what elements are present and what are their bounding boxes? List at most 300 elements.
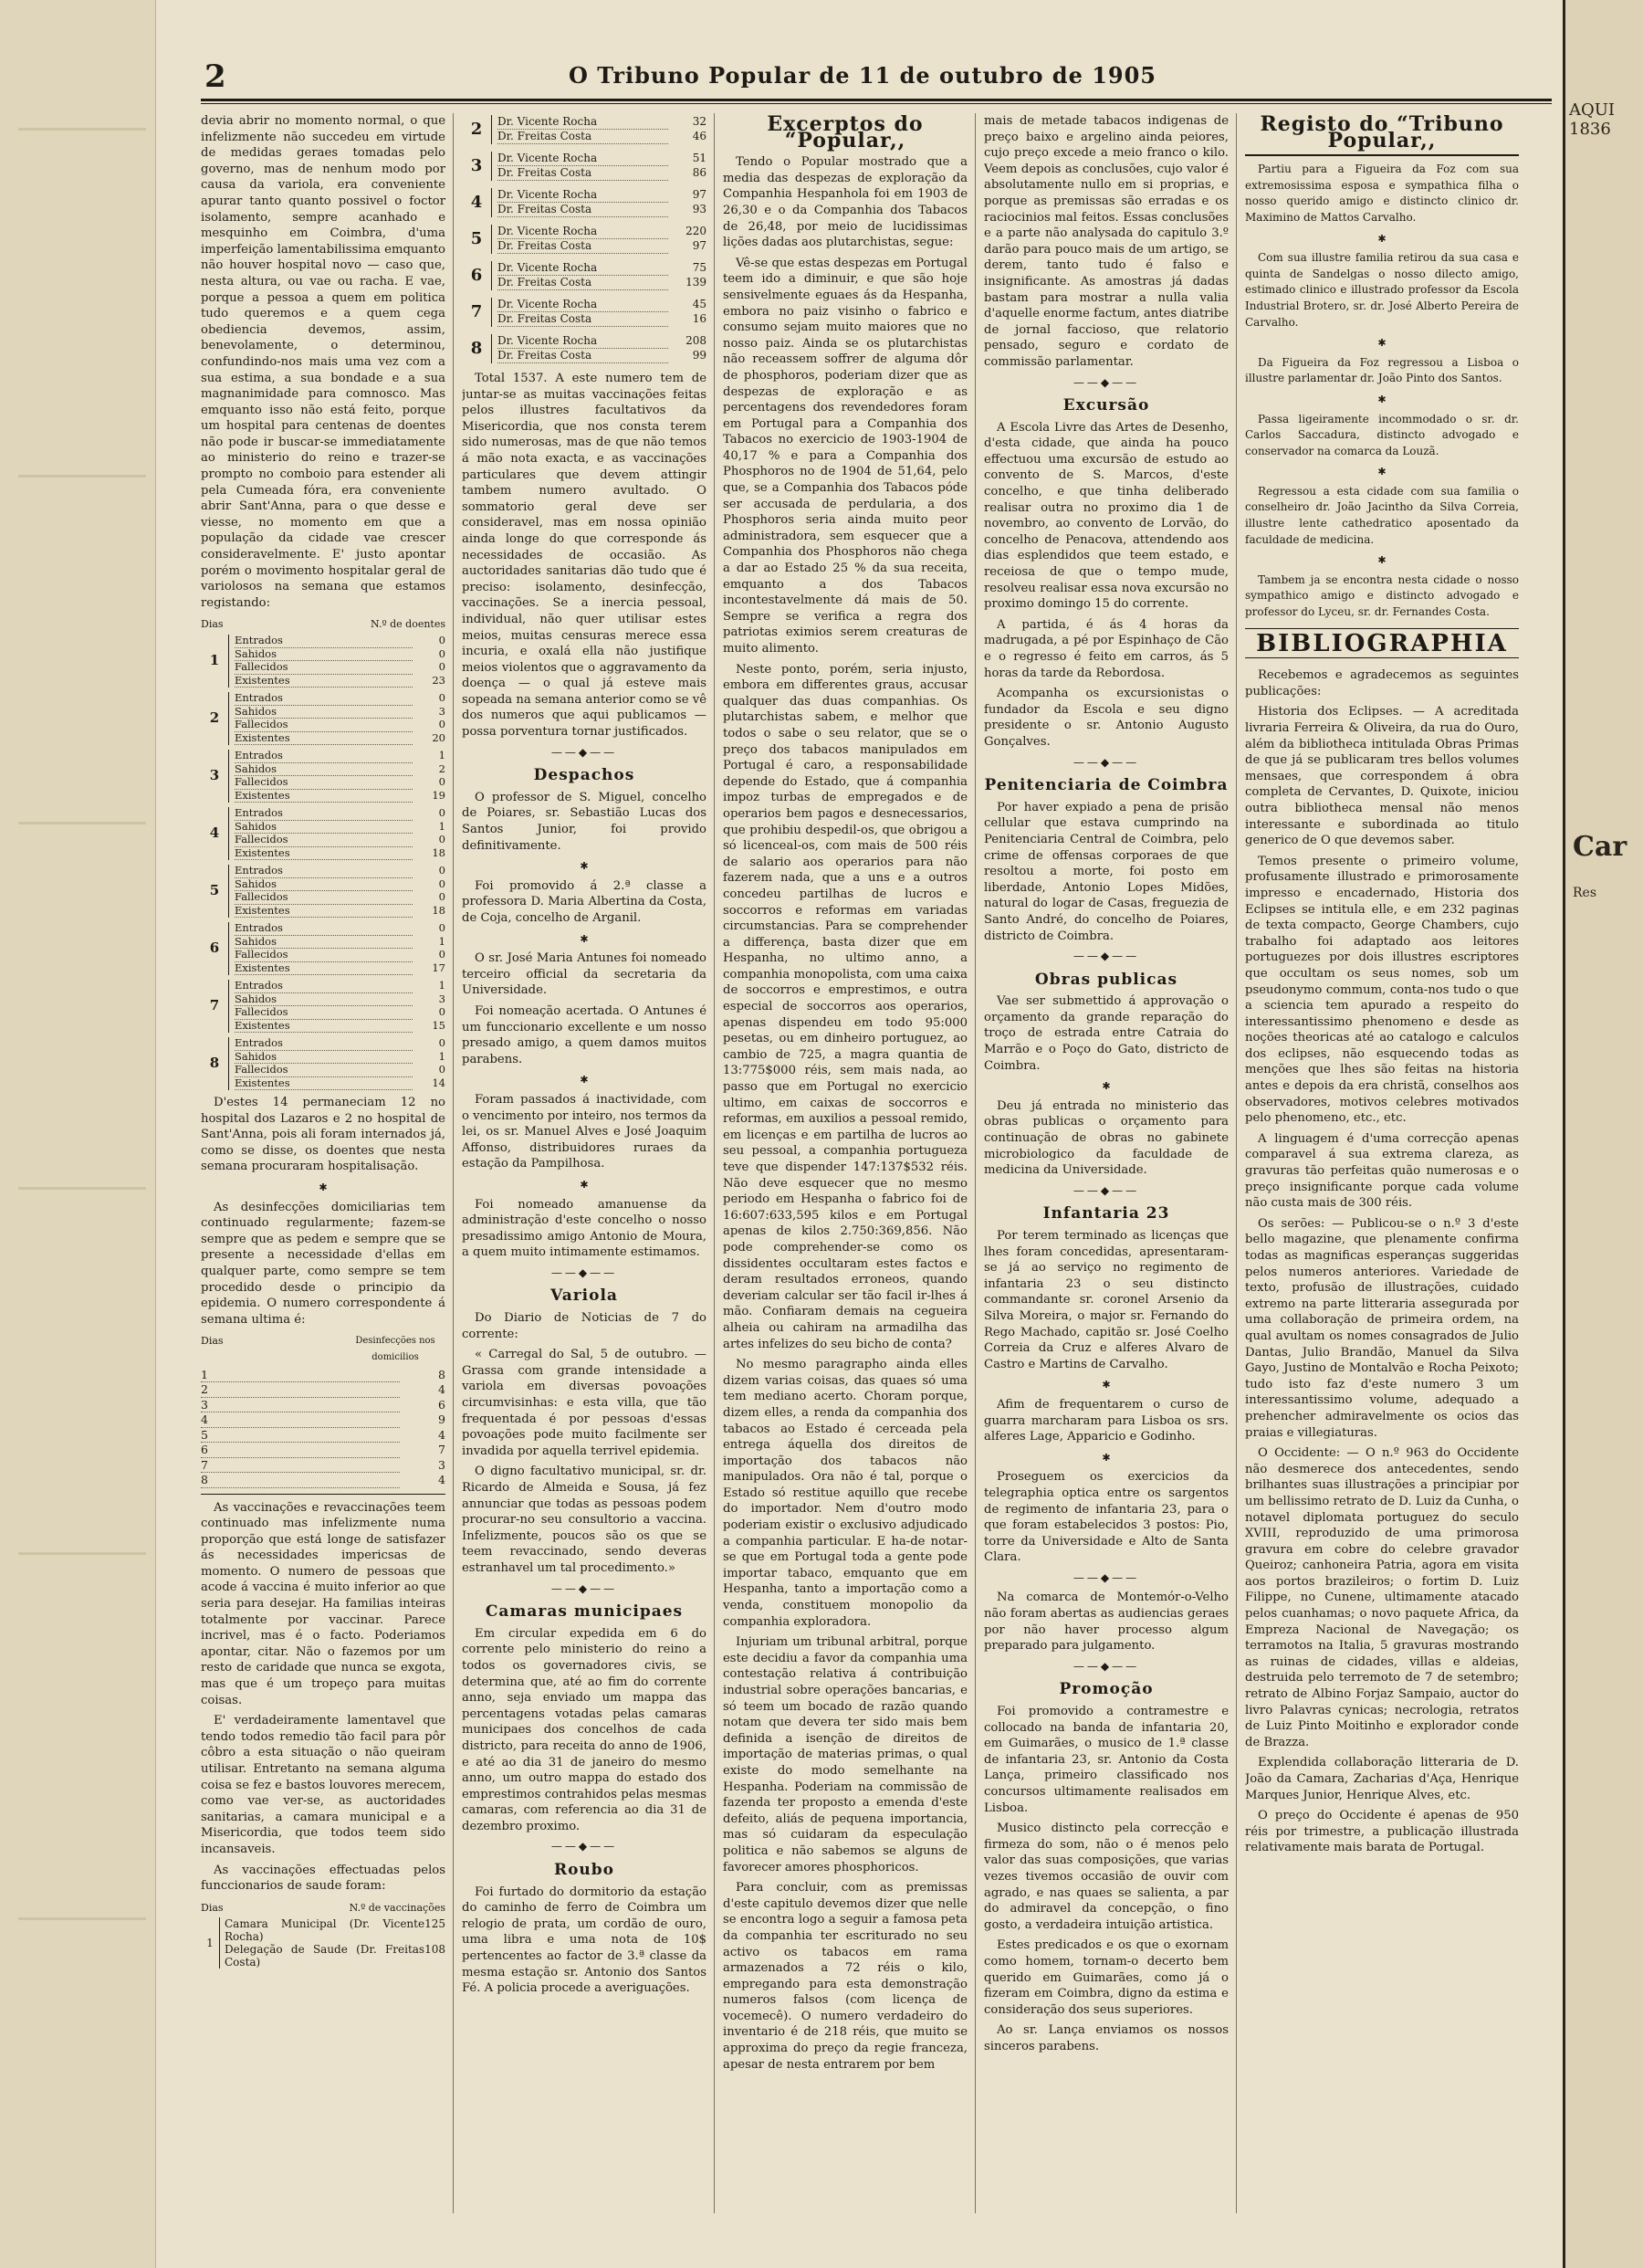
hospital-row — [235, 834, 445, 847]
table-header-disinfections: Desinfecções nos domicilios — [355, 1336, 435, 1362]
day-number: 2 — [209, 709, 220, 727]
article-paragraph: Estes predicados e os que o exornam como homem, tornam-o decerto bem querido em Guimarães, como já o fizeram em Coimbra, digno da estima e consideração dos seus superiores. — [984, 1938, 1229, 2017]
row-value: 0 — [438, 1005, 445, 1018]
day-rows — [228, 750, 445, 803]
hospital-day-group — [201, 807, 445, 860]
row-value: 0 — [438, 948, 445, 961]
row-label: Entrados — [235, 807, 413, 821]
hospital-row — [235, 936, 445, 950]
article-paragraph: Vae ser submettido á approvação o orçamento da grande reparação do troço de estrada entre Catraia do Marrão e o Poço do Gato, districto de Coimbra. — [984, 994, 1229, 1073]
row-value: 1 — [438, 934, 445, 948]
column-4 — [984, 113, 1229, 2222]
article-paragraph: mais de metade tabacos indigenas de preço baixo e argelino ainda peiores, cujo preço excede a meio franco o kilo. Veem depois as conclusões, cujo valor é absolutamente nullo em si proprias, e porque as premissas são erradas e os raciocinios mal feitos. Essas conclusões e a parte não analysada do capitulo 3.º darão para pouco mais de um artigo, se derem, tanto tudo é falso e insignificante. As amostras já dadas bastam para mostrar a nulla valia d'aquelle enorme factum, antes diatribe de jornal faccioso, que relatorio pensado, seguro e cordato de commissão parlamentar. — [984, 114, 1229, 369]
vaccination-by-doctor-table — [462, 115, 706, 363]
row-label: Dr. Vicente Rocha — [497, 225, 668, 239]
header-rule-thick — [201, 99, 1552, 101]
hospital-row — [235, 750, 445, 763]
row-value: 4 — [438, 1473, 445, 1486]
row-value: 6 — [438, 1397, 445, 1412]
disinfection-row — [201, 1412, 445, 1428]
doctor-rows — [491, 188, 706, 217]
article-paragraph: Os serões: — Publicou-se o n.º 3 d'este bello magazine, que plenamente confirma todas as magnificas esperanças suggeridas pelos numeros anteriores. Variedade de texto, profusão de illustrações, cuidado extremo na parte litteraria assegurada por uma collaboração de primeira ordem, na qual avultam os nomes consagrados de Julio Dantas, Julio Brandão, Manuel da Silva Gayo, Justino de Montalvão e Rocha Peixoto; tudo isto faz d'este numero 3 um interessantissimo volume, adequado a prehencher admiravelmente os ocios das praias e villegiaturas. — [1245, 1216, 1519, 1440]
row-value: 108 — [424, 1943, 445, 1957]
hospital-row — [235, 776, 445, 790]
day-number: 6 — [209, 940, 220, 957]
row-label: Dr. Vicente Rocha — [497, 334, 668, 349]
column-divider — [1236, 113, 1237, 2213]
row-value: 4 — [438, 1382, 445, 1396]
day-rows — [228, 1037, 445, 1090]
article-paragraph: Foram passados á inactividade, com o vencimento por inteiro, nos termos da lei, os sr. Manuel Alves e José Joaquim Affonso, distribuidores ruraes da estação da Pampilhosa. — [462, 1092, 706, 1171]
row-label: Sahidos — [235, 1051, 413, 1065]
row-label: Camara Municipal (Dr. Vicente Rocha) — [225, 1917, 425, 1944]
doctor-row — [497, 349, 706, 363]
row-label: Existentes — [235, 675, 413, 688]
hospital-row — [235, 763, 445, 777]
row-label: Existentes — [235, 847, 413, 861]
hospital-row — [235, 648, 445, 662]
doctor-day-group — [462, 334, 706, 363]
hospital-day-group — [201, 865, 445, 918]
column-divider — [453, 113, 454, 2213]
article-paragraph: Foi promovido a contramestre e collocado na banda de infantaria 20, em Guimarães, o musico de 1.ª classe de infantaria 23, sr. Antonio da Costa Lança, primeiro classificado nos concursos ultimamente realisados em Lisboa. — [984, 1705, 1229, 1815]
section-title-registo: Registo do “Tribuno Popular,, — [1260, 113, 1504, 152]
day-number: 8 — [470, 339, 483, 359]
row-value: 0 — [438, 1036, 445, 1049]
day-rows — [228, 635, 445, 688]
row-value: 208 — [685, 334, 706, 347]
column-divider — [714, 113, 715, 2213]
hospital-row — [235, 719, 445, 732]
row-value: 0 — [438, 718, 445, 730]
hospital-row — [235, 706, 445, 719]
article-paragraph: O Occidente: — O n.º 963 do Occidente não desmerece dos antecedentes, sendo brilhantes suas illustrações a principiar por um bellissimo retrato de D. Luiz da Cunha, o notavel diplomata portuguez do seculo XVIII, reproduzido de uma primorosa gravura em cobre do celebre gravador Queiroz; canhoneira Patria, agora em visita aos portos brazileiros; o fortim D. Luiz Filippe, no Cunene, ultimamente atacado pelos cuanhamas; o novo paquete Africa, da Empreza Nacional de Navegação; os terramotos na Italia, 5 gravuras mostrando as ruinas de cidades, villas e aldeias, destruida pelo terremoto de 7 de setembro; retrato de Albino Forjaz Sampaio, auctor do livro Palavras cynicas; necrologia, retratos de Luiz Pinto Moitinho e explorador conde de Brazza. — [1245, 1446, 1519, 1749]
row-value: 0 — [438, 833, 445, 845]
row-value: 15 — [432, 1018, 445, 1032]
hospital-day-group — [201, 692, 445, 745]
row-day: 2 — [201, 1382, 400, 1398]
row-label: Entrados — [235, 1037, 413, 1051]
article-paragraph: Vê-se que estas despezas em Portugal teem ido a diminuir, e que são hoje sensivelmente eguaes ás da Hespanha, embora no paiz visinho o fabrico e consumo sejam muito maiores que no nosso paiz. Ainda se os plutarchistas não receassem soffrer de alguma dôr de phosphoros, poderiam dizer que as despezas de exploração e as percentagens dos revendedores foram em Portugal para a Companhia dos Tabacos no exercicio de 1903-1904 de 40,17 % e para a Companhia dos Phosphoros no de 1904 de 51,64, pelo que, se a Companhia dos Tabacos póde ser accusada de perdularia, a dos Phosphoros seria ainda muito peor administradora, sem esquecer que a Companhia dos Phosphoros não chega a dar ao Estado 25 % da sua receita, emquanto a dos Tabacos incontestavelmente dá mais de 50. Sempre se verifica a regra dos patriotas eximios serem creaturas de muito alimento. — [723, 256, 968, 656]
row-value: 9 — [438, 1412, 445, 1426]
row-value: 51 — [692, 152, 706, 164]
row-value: 139 — [685, 276, 706, 289]
hospital-day-group — [201, 922, 445, 975]
hospital-row — [235, 1064, 445, 1077]
article-paragraph: Injuriam um tribunal arbitral, porque este decidiu a favor da companhia uma contestação relativa á contribuição industrial sobre operações bancarias, e só teem um bocado de razão quando notam que devera ter sido mais bem definida a isenção de direitos de importação de materias primas, o qual existe do modo semelhante na Hespanha. Poderiam na commissão de fazenda ter proposto a emenda d'este defeito, aliás de pequena importancia, mas só cuidaram da especulação politica e não sabemos se alguns de favorecer amores phosphoricos. — [723, 1635, 968, 1874]
row-value: 3 — [438, 992, 445, 1005]
row-value: 2 — [438, 761, 445, 775]
doctor-row — [497, 261, 706, 276]
row-label: Entrados — [235, 750, 413, 763]
doctor-row — [497, 152, 706, 166]
row-label: Sahidos — [235, 993, 413, 1007]
row-value: 18 — [432, 845, 445, 859]
row-value: 17 — [432, 961, 445, 974]
hospital-row — [235, 1077, 445, 1091]
row-label: Dr. Freitas Costa — [497, 166, 668, 181]
section-title-excursao: Excursão — [1062, 396, 1150, 415]
day-number: 8 — [209, 1055, 220, 1072]
row-value: 97 — [692, 188, 706, 201]
previous-page-edge — [0, 0, 156, 2268]
disinfection-row — [201, 1473, 445, 1488]
article-paragraph: O preço do Occidente é apenas de 950 réis por trimestre, a publicação illustrada relativamente mais barata de Portugal. — [1245, 1809, 1519, 1855]
row-value: 14 — [432, 1076, 445, 1089]
article-paragraph: Tambem ja se encontra nesta cidade o nosso sympathico amigo e distincto advogado e professor do Lyceu, sr. dr. Fernandes Costa. — [1245, 572, 1519, 619]
disinfection-row — [201, 1382, 445, 1398]
vaccination-rows — [219, 1917, 445, 1969]
row-label: Entrados — [235, 692, 413, 706]
row-value: 86 — [692, 166, 706, 179]
row-value: 1 — [438, 1049, 445, 1063]
article-paragraph: devia abrir no momento normal, o que infelizmente não succedeu em virtude de medidas geraes tomadas pelo governo, mas de nenhum modo por causa da variola, era conveniente apurar tanto quanto possivel o foctor isolamento, sempre acanhado e mesquinho em Coimbra, d'uma imperfeição lamentabilissima emquanto não houver hospital novo — caso que, nesta altura, ou vae ou racha. E vae, porque a pessoa a quem em politica tudo queremos e a quem cega obediencia devemos, assim, benevolamente, o determinou, confundindo-nos mais uma vez com a sua estima, a sua bondade e a sua magnanimidade para comnosco. Mas emquanto isso não está feito, porque um hospital para centenas de doentes não pode ir buscar-se immediatamente ao ministerio do reino e trazer-se prompto no comboio para estender ali pela Cumeada fóra, era conveniente abrir Sant'Anna, para o que desse e viesse, no momento em que a população da cidade vae crescer consideravelmente. E' justo apontar porém o movimento hospitalar geral de variolosos na semana que estamos registando: — [201, 114, 445, 610]
row-label: Existentes — [235, 790, 413, 803]
section-title-promocao: Promoção — [1059, 1680, 1154, 1699]
ornament-divider: ——◆—— — [1073, 1570, 1140, 1584]
disinfection-row — [201, 1458, 445, 1474]
row-label: Dr. Vicente Rocha — [497, 298, 668, 312]
section-title-variola: Variola — [550, 1286, 618, 1306]
row-label: Sahidos — [235, 878, 413, 892]
row-label: Dr. Vicente Rocha — [497, 261, 668, 276]
doctor-row — [497, 312, 706, 327]
column-1 — [201, 113, 445, 2222]
article-paragraph: A partida, é ás 4 horas da madrugada, a pé por Espinhaço de Cão e o regresso é feito em carros, ás 5 horas da tarde da Rebordosa. — [984, 617, 1229, 680]
disinfection-row — [201, 1398, 445, 1413]
row-label: Dr. Freitas Costa — [497, 203, 668, 217]
hospital-row — [235, 1006, 445, 1020]
row-label: Dr. Vicente Rocha — [497, 188, 668, 203]
hospital-row — [235, 732, 445, 746]
doctor-rows — [491, 225, 706, 254]
hospital-row — [235, 891, 445, 905]
row-value: 16 — [692, 312, 706, 325]
day-number: 7 — [209, 997, 220, 1014]
vaccination-table — [201, 1917, 445, 1969]
doctor-day-group — [462, 225, 706, 254]
separator-star: ✱ — [319, 1181, 328, 1193]
article-paragraph: Acompanha os excursionistas o fundador da Escola e seu digno presidente o sr. Antonio Augusto Gonçalves. — [984, 687, 1229, 749]
day-number: 4 — [209, 824, 220, 842]
separator-star: ✱ — [580, 932, 589, 945]
row-label: Fallecidos — [235, 891, 413, 905]
row-value: 0 — [438, 877, 445, 890]
separator-star: ✱ — [1377, 554, 1387, 567]
section-title-infantaria: Infantaria 23 — [1042, 1204, 1170, 1223]
column-2 — [462, 113, 706, 2222]
article-paragraph: Por haver expiado a pena de prisão cellular que estava cumprindo na Penitenciaria Central de Coimbra, pelo crime de offensas corporaes de que resoltou a morte, foi posto em liberdade, Antonio Lopes Midões, natural do logar de Casas, freguezia de Santo André, do concelho de Poiares, districto de Coimbra. — [984, 800, 1229, 943]
ornament-divider: ——◆—— — [550, 1581, 618, 1595]
ornament-divider: ——◆—— — [1073, 1183, 1140, 1197]
row-label: Fallecidos — [235, 719, 413, 732]
article-paragraph: Musico distincto pela correcção e firmeza do som, não o é menos pelo valor das suas composições, que varias vezes tivemos occasião de ouvir com agrado, e nas quaes se salienta, a par do admiravel da concepção, o fino gosto, a verdadeira intuição artistica. — [984, 1822, 1229, 1932]
article-paragraph: Foi promovido á 2.ª classe a professora D. Maria Albertina da Costa, de Coja, concelho de Arganil. — [462, 878, 706, 925]
right-edge-fragment-subtitle: Res — [1573, 886, 1597, 900]
row-day: 5 — [201, 1428, 400, 1444]
day-number: 5 — [209, 882, 220, 899]
newspaper-page — [164, 0, 1561, 2182]
doctor-row — [497, 298, 706, 312]
doctor-row — [497, 239, 706, 254]
day-number: 6 — [470, 266, 483, 286]
hospital-day-group — [201, 750, 445, 803]
row-value: 1 — [438, 749, 445, 761]
separator-star: ✱ — [1102, 1080, 1111, 1093]
header-rule-thin — [201, 103, 1552, 104]
row-value: 1 — [438, 819, 445, 833]
row-label: Sahidos — [235, 706, 413, 719]
section-title-bibliographia: BIBLIOGRAPHIA — [1256, 629, 1508, 657]
row-day: 1 — [201, 1368, 400, 1383]
hospital-row — [235, 661, 445, 675]
next-page-edge — [1563, 0, 1643, 2268]
doctor-day-group — [462, 115, 706, 144]
article-paragraph: O digno facultativo municipal, sr. dr. Ricardo de Almeida e Sousa, já fez annunciar que todas as pessoas podem procurar-no seu consultorio a vaccina. Infelizmente, poucos são os que se teem revaccinado, sendo deveras estranhavel um tal procedimento.» — [462, 1465, 706, 1575]
row-label: Dr. Vicente Rocha — [497, 115, 668, 130]
section-title-roubo: Roubo — [553, 1861, 615, 1880]
row-label: Sahidos — [235, 763, 413, 777]
vaccination-row — [225, 1917, 445, 1943]
row-value: 125 — [424, 1917, 445, 1931]
disinfection-row — [201, 1368, 445, 1383]
row-label: Dr. Freitas Costa — [497, 130, 668, 144]
row-value: 19 — [432, 788, 445, 802]
row-value: 45 — [692, 298, 706, 310]
disinfection-row — [201, 1443, 445, 1458]
article-paragraph: Da Figueira da Foz regressou a Lisboa o illustre parlamentar dr. João Pinto dos Santos. — [1245, 355, 1519, 385]
row-label: Fallecidos — [235, 661, 413, 675]
row-value: 7 — [438, 1443, 445, 1456]
doctor-row — [497, 225, 706, 239]
section-title-penitenciaria: Penitenciaria de Coimbra — [984, 776, 1229, 795]
row-value: 99 — [692, 349, 706, 362]
disinfection-table-header — [201, 1333, 445, 1365]
article-paragraph: Para concluir, com as premissas d'este capitulo devemos dizer que nelle se encontra logo a seguir a famosa peta da companhia ter escriturado no seu activo os tabacos em rama armazenados a 72 réis o kilo, empregando para esta demonstração numeros falsos (com licença de vocemecê). O numero verdadeiro do inventario é de 218 réis, que muito se approxima do preço da regie franceza, apesar de nesta entrarem por bem — [723, 1881, 968, 2072]
column-5 — [1245, 113, 1519, 2222]
row-day: 4 — [201, 1412, 400, 1428]
hospital-row — [235, 821, 445, 835]
hospital-row — [235, 962, 445, 976]
day-rows — [228, 922, 445, 975]
hospital-row — [235, 847, 445, 861]
row-label: Existentes — [235, 962, 413, 976]
hospital-day-group — [201, 980, 445, 1033]
doctor-day-group — [462, 152, 706, 181]
article-paragraph: Neste ponto, porém, seria injusto, embora em differentes graus, accusar qualquer das duas companhias. Os plutarchistas sabem, e melhor que todos o sabe o seu relator, que se o preço dos tabacos manipulados em Portugal é caro, a responsabilidade depende do Estado, que á companhia impoz turbas de empregados e de operarios bem pagos e desnecessarios, que prohibiu despedil-os, que obrigou a só licenceal-os, com mais de 500 réis de salario aos operarios para não fazerem nada, que a uns e a outros concedeu partilhas de lucros e soccorros e reformas em variadas circumstancias. Para se comprehender a differença, basta dizer que em Hespanha, no ultimo anno, a companhia monopolista, com uma caixa de soccorros e emprestimos, e outra especial de soccorros aos operarios, apenas dispendeu em todo 95:000 pesetas, ou em dinheiro portuguez, ao cambio de 725, a magra quantia de 13:775$000 réis, sem mais nada, ao passo que em Portugal no exercicio ultimo, em caixas de soccorros e reformas, em auxilios a pessoal remido, em licenças e em partilha de lucros ao seu pessoal, a companhia portugueza teve que dispender 147:137$532 réis. Não deve esquecer que no mesmo periodo em Hespanha o fabrico foi de 16:607:633,595 kilos e em Portugal apenas de kilos 2.750:369,856. Não pode comprehender-se como os dissidentes occultaram estes factos e deram resultados erroneos, quando deveriam calcular ser tão facil ir-lhes á mão. Confiaram demais na cegueira alheia ou cahiram na armadilha das artes infelizes do seu bicho de conta? — [723, 662, 968, 1351]
hospital-row — [235, 1051, 445, 1065]
day-rows — [228, 865, 445, 918]
vaccination-day: 1 — [206, 1937, 214, 1950]
doctor-rows — [491, 298, 706, 327]
ornament-divider: ——◆—— — [1073, 950, 1140, 963]
day-number: 3 — [470, 156, 483, 176]
day-number: 3 — [209, 767, 220, 784]
row-label: Sahidos — [235, 936, 413, 950]
ornament-divider: ——◆—— — [550, 1840, 618, 1853]
row-label: Dr. Freitas Costa — [497, 276, 668, 290]
hospital-row — [235, 807, 445, 821]
row-label: Dr. Freitas Costa — [497, 349, 668, 363]
article-paragraph: Ao sr. Lança enviamos os nossos sinceros parabens. — [984, 2023, 1229, 2053]
article-paragraph: No mesmo paragrapho ainda elles dizem varias coisas, das quaes só uma tem mediano acerto. Choram porque, dizem elles, a renda da companhia dos tabacos ao Estado é cerceada pela entrega áquella dos direitos de importação dos tabacos não manipulados. Ora não é tal, porque o Estado só restitue aquillo que recebe do importador. Nem d'outro modo poderiam existir o exclusivo adjudicado a companhia particular. E ha-de notar-se que em Portugal toda a gente pode importar tabaco, emquanto que em Hespanha, tanto a importação como a venda, constituem monopolio da companhia exploradora. — [723, 1358, 968, 1629]
row-value: 8 — [438, 1367, 445, 1381]
article-paragraph: As vaccinações effectuadas pelos funccionarios de saude foram: — [201, 1863, 445, 1894]
row-value: 75 — [692, 261, 706, 274]
day-rows — [228, 692, 445, 745]
page-number: 2 — [204, 58, 226, 95]
article-paragraph: Com sua illustre familia retirou da sua casa e quinta de Sandelgas o nosso dilecto amigo, estimado clinico e illustrado professor da Escola Industrial Brotero, sr. dr. José Alberto Pereira de Carvalho. — [1245, 251, 1519, 329]
section-title-camaras: Camaras municipaes — [485, 1602, 684, 1622]
hospital-row — [235, 692, 445, 706]
article-paragraph: « Carregal do Sal, 5 de outubro. — Grassa com grande intensidade a variola em diversas povoações circumvisinhas: e esta villa, que tão frequentada é por pessoas d'essas povoações pode muito facilmente ser invadida por aquella terrivel epidemia. — [462, 1348, 706, 1458]
row-day: 8 — [201, 1473, 400, 1488]
row-label: Delegação de Saude (Dr. Freitas Costa) — [225, 1943, 425, 1969]
row-label: Entrados — [235, 922, 413, 936]
hospital-row — [235, 905, 445, 919]
article-paragraph: E' verdadeiramente lamentavel que tendo todos remedio tão facil para pôr côbro a esta situação o não queiram utilisar. Entretanto na semana alguma coisa se fez e bastos louvores merecem, como vae ver-se, as auctoridades sanitarias, a camara municipal e a Misericordia, que todos teem sido incansaveis. — [201, 1714, 445, 1856]
hospital-row — [235, 865, 445, 878]
table-header-vaccinations: N.º de vaccinações — [349, 1901, 445, 1914]
row-value: 32 — [692, 115, 706, 128]
section-title-obras: Obras publicas — [1034, 970, 1178, 989]
right-edge-fragment-title: Car — [1573, 831, 1627, 863]
row-day: 6 — [201, 1443, 400, 1458]
row-label: Entrados — [235, 865, 413, 878]
ornament-divider: ——◆—— — [1073, 755, 1140, 769]
hospital-row — [235, 878, 445, 892]
row-label: Fallecidos — [235, 1064, 413, 1077]
separator-star: ✱ — [1377, 466, 1387, 478]
doctor-day-group — [462, 261, 706, 290]
article-paragraph: Foi nomeado amanuense da administração d'este concelho o nosso presadissimo amigo Antonio de Moura, a quem muito intimamente estimamos. — [462, 1197, 706, 1260]
row-label: Fallecidos — [235, 1006, 413, 1020]
day-rows — [228, 980, 445, 1033]
row-value: 0 — [438, 660, 445, 673]
hospital-row — [235, 922, 445, 936]
article-paragraph: Tendo o Popular mostrado que a media das despezas de exploração da Companhia Hespanhola foi em 1903 de 26,30 e o da Companhia dos Tabacos de 26,48, por meio de lucidissimas lições dadas aos plutarchistas, segue: — [723, 155, 968, 250]
separator-star: ✱ — [580, 860, 589, 873]
row-label: Dr. Freitas Costa — [497, 239, 668, 254]
ornament-divider: ——◆—— — [550, 745, 618, 759]
table-header-days: Dias — [201, 1335, 224, 1348]
row-label: Sahidos — [235, 648, 413, 662]
article-paragraph: D'estes 14 permaneciam 12 no hospital dos Lazaros e 2 no hospital de Sant'Anna, pois ali foram internados já, como se disse, os doentes que nesta semana procuraram hospitalisação. — [201, 1096, 445, 1174]
right-edge-fragment-header: AQUI 1836 — [1569, 100, 1616, 139]
doctor-row — [497, 166, 706, 181]
row-value: 20 — [432, 730, 445, 744]
row-value: 0 — [438, 921, 445, 934]
row-value: 0 — [438, 806, 445, 819]
article-paragraph: O sr. José Maria Antunes foi nomeado terceiro official da secretaria da Universidade. — [462, 951, 706, 998]
column-divider — [975, 113, 976, 2213]
row-label: Fallecidos — [235, 776, 413, 790]
article-paragraph: As desinfecções domiciliarias tem continuado regularmente; fazem-se sempre que as pedem e sempre que se presente a necessidade d'ellas em qualquer parte, como sempre se tem procedido desde o principio da epidemia. O numero correspondente á semana ultima é: — [201, 1200, 445, 1327]
article-paragraph: Foi nomeação acertada. O Antunes é um funccionario excellente e um nosso presado amigo, a quem damos muitos parabens. — [462, 1003, 706, 1066]
hospital-row — [235, 949, 445, 962]
hospital-day-group — [201, 1037, 445, 1090]
row-label: Existentes — [235, 905, 413, 919]
table-header-count: N.º de doentes — [371, 618, 445, 631]
hospital-table-header — [201, 616, 445, 633]
row-value: 23 — [432, 673, 445, 687]
vaccination-row — [225, 1943, 445, 1969]
doctor-row — [497, 115, 706, 130]
row-label: Entrados — [235, 635, 413, 648]
row-value: 3 — [438, 1457, 445, 1472]
doctor-rows — [491, 115, 706, 144]
hospital-row — [235, 635, 445, 648]
row-label: Fallecidos — [235, 834, 413, 847]
article-paragraph: Foi furtado do dormitorio da estação do caminho de ferro de Coimbra um relogio de prata, um cordão de ouro, uma libra e uma nota de 10$ pertencentes ao factor de 3.ª classe da mesma estação sr. Antonio dos Santos Fé. A policia procede a averiguações. — [462, 1885, 706, 1996]
row-value: 1 — [438, 979, 445, 992]
doctor-rows — [491, 261, 706, 290]
row-label: Dr. Freitas Costa — [497, 312, 668, 327]
row-day: 3 — [201, 1398, 400, 1413]
row-label: Existentes — [235, 732, 413, 746]
separator-star: ✱ — [1377, 393, 1387, 405]
article-paragraph: Recebemos e agradecemos as seguintes publicações: — [1245, 668, 1519, 698]
row-value: 0 — [438, 634, 445, 646]
row-value: 0 — [438, 890, 445, 903]
hospital-row — [235, 1037, 445, 1051]
vaccination-table-header — [201, 1900, 445, 1916]
hospital-day-group — [201, 635, 445, 688]
article-paragraph: Total 1537. A este numero tem de juntar-se as muitas vaccinações feitas pelos illustres facultativos da Misericordia, que nos consta terem sido numerosas, mas de que não temos á mão nota exacta, e as vaccinações particulares que devem attingir tambem numero avultado. O sommatorio geral deve ser consideravel, mas em nossa opinião ainda longe do que corresponde ás necessidades de occasião. As auctoridades sanitarias dão tudo que é preciso: isolamento, desinfecção, vaccinações. Se a inercia pessoal, individual, não quer utilisar estes meios, muitas censuras merece essa incuria, e oxalá ella não justifique meios violentos que o aggravamento da doença — o qual já esteve mais sopeada na semana anterior como se vê dos numeros que aqui publicamos — possa porventura tornar justificados. — [462, 372, 706, 740]
row-day: 7 — [201, 1458, 400, 1474]
page-header — [164, 55, 1561, 97]
article-paragraph: Deu já entrada no ministerio das obras publicas o orçamento para continuação de obras no gabinete microbiologico da faculdade de medicina da Universidade. — [984, 1098, 1229, 1178]
doctor-row — [497, 203, 706, 217]
article-paragraph: Passa ligeiramente incommodado o sr. dr. Carlos Saccadura, distincto advogado e conservador na comarca da Louzã. — [1245, 412, 1519, 457]
article-paragraph: O professor de S. Miguel, concelho de Poiares, sr. Sebastião Lucas dos Santos Junior, foi provido definitivamente. — [462, 790, 706, 853]
doctor-rows — [491, 334, 706, 363]
row-value: 0 — [438, 691, 445, 704]
row-value: 97 — [692, 239, 706, 252]
disinfection-table — [201, 1368, 445, 1488]
article-paragraph: Afim de frequentarem o curso de guarra marcharam para Lisboa os srs. alferes Lage, Apparicio e Godinho. — [984, 1397, 1229, 1444]
row-value: 4 — [438, 1427, 445, 1442]
row-label: Existentes — [235, 1077, 413, 1091]
row-value: 0 — [438, 864, 445, 877]
doctor-rows — [491, 152, 706, 181]
article-paragraph: Na comarca de Montemór-o-Velho não foram abertas as audiencias geraes por não haver processo algum preparado para julgamento. — [984, 1591, 1229, 1654]
disinfection-row — [201, 1428, 445, 1444]
row-value: 0 — [438, 646, 445, 660]
hospital-row — [235, 1020, 445, 1034]
table-header-days: Dias — [201, 1901, 224, 1914]
separator-star: ✱ — [580, 1074, 589, 1087]
article-paragraph: Proseguem os exercicios da telegraphia optica entre os sargentos de regimento de infantaria 23, para o que foram estabelecidos 3 postos: Pio, torre da Universidade e Alto de Santa Clara. — [984, 1470, 1229, 1565]
article-paragraph: Do Diario de Noticias de 7 do corrente: — [462, 1311, 706, 1341]
article-paragraph: Explendida collaboração litteraria de D. João da Camara, Zacharias d'Aça, Henrique Marques Junior, Henrique Alves, etc. — [1245, 1756, 1519, 1802]
section-title-despachos: Despachos — [533, 766, 635, 785]
day-number: 7 — [470, 302, 483, 322]
ornament-divider: ——◆—— — [1073, 1659, 1140, 1673]
article-paragraph: A linguagem é d'uma correcção apenas comparavel á sua extrema clareza, as gravuras tão perfeitas quão numerosas e o preço insignificante porque cada volume não custa mais de 300 réis. — [1245, 1131, 1519, 1211]
masthead-title: O Tribuno Popular de 11 de outubro de 1905 — [568, 62, 1157, 89]
row-label: Existentes — [235, 1020, 413, 1034]
row-value: 18 — [432, 903, 445, 917]
day-number: 1 — [209, 652, 220, 669]
article-paragraph: A Escola Livre das Artes de Desenho, d'esta cidade, que ainda ha pouco effectuou uma excursão de estudo ao convento de S. Marcos, d'este concelho, e que tinha deliberado realisar outra no proximo dia 1 de novembro, ao convento de Lorvão, do concelho de Penacova, attendendo aos dias esplendidos que teem estado, e receiosa de que o tempo mude, resolveu realisar essa nova excursão no proximo domingo 15 do corrente. — [984, 420, 1229, 612]
article-paragraph: Em circular expedida em 6 do corrente pelo ministerio do reino a todos os governadores civis, se determina que, até ao fim do corrente anno, seja enviado um mappa das percentagens votadas pelas camaras municipaes dos concelhos de cada districto, para receita do anno de 1906, e até ao dia 31 de janeiro do mesmo anno, um outro mappa do estado dos emprestimos contrahidos pelas mesmas camaras, com referencia ao dia 31 de dezembro proximo. — [462, 1626, 706, 1833]
hospital-row — [235, 980, 445, 993]
article-paragraph: Historia dos Eclipses. — A acreditada livraria Ferreira & Oliveira, da rua do Ouro, além da bibliotheca intitulada Obras Primas de que já se publicaram tres bellos volumes mensaes, que correspondem á obra completa de Cervantes, D. Quixote, iniciou outra bibliotheca mensal não menos interessante e subordinada ao titulo generico de O que devemos saber. — [1245, 705, 1519, 848]
row-value: 93 — [692, 203, 706, 215]
doctor-row — [497, 276, 706, 290]
article-paragraph: Partiu para a Figueira da Foz com sua extremosissima esposa e sympathica filha o nosso querido amigo e distincto clinico dr. Maximino de Mattos Carvalho. — [1245, 163, 1519, 224]
